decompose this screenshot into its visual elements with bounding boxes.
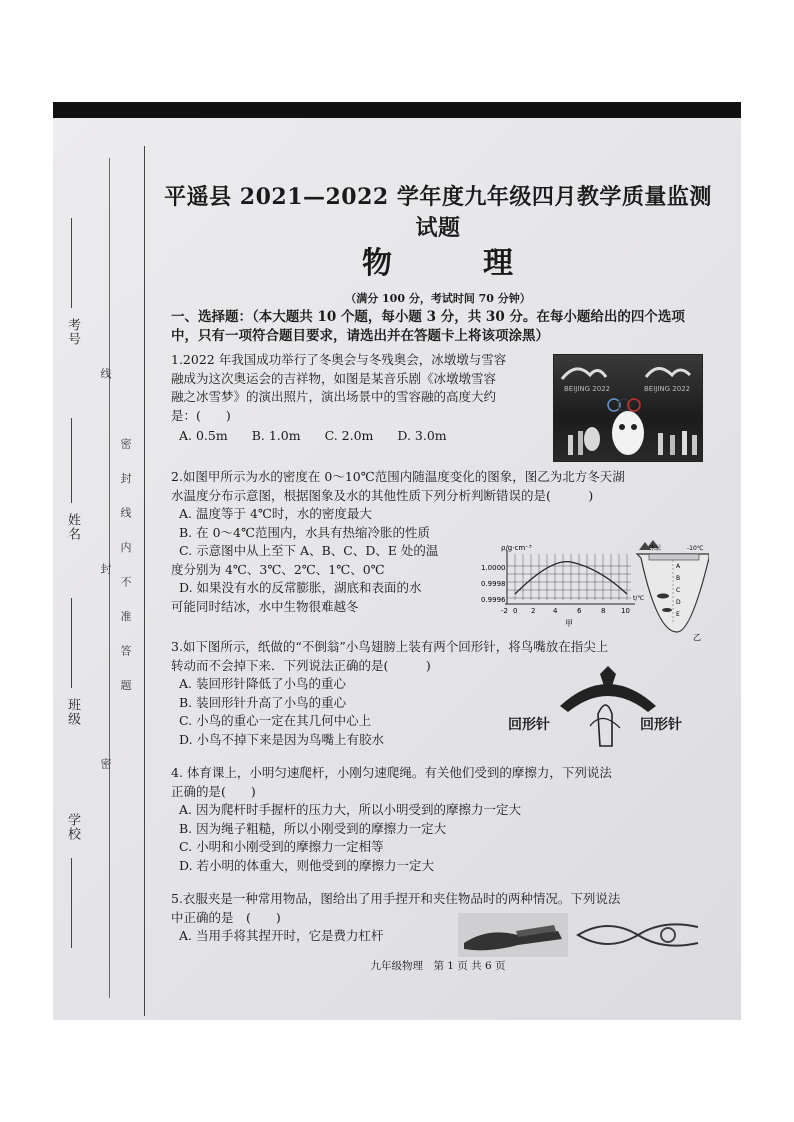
q4-option-d: D. 若小明的体重大，则他受到的摩擦力一定大 <box>179 857 435 873</box>
seal-text-seal: 封 <box>99 563 112 575</box>
field-exam-number-label: 考号 <box>65 318 80 346</box>
q5-option-a: A. 当用手将其捏开时，它是费力杠杆 <box>179 928 384 943</box>
photo-scene <box>554 355 702 461</box>
q4-option-c: C. 小明和小刚受到的摩擦力一定相等 <box>179 839 384 854</box>
q2-ytick: 0.9998 <box>481 580 506 588</box>
section-heading: 一、选择题：（本大题共 10 个题，每小题 3 分，共 30 分。在每小题给出的四个选项中，只有一项符合题目要求，请选出并在答题卡上将该项涂黑） <box>171 309 685 344</box>
q3-option-b: B. 装回形针升高了小鸟的重心 <box>179 694 347 710</box>
q2-figure <box>481 536 709 646</box>
q2-xtick: 6 <box>577 607 582 615</box>
photo-label-right: BEIJING 2022 <box>644 385 691 393</box>
q2-lake-ice-label: 冰层 <box>649 545 662 552</box>
q3-label-left: 回形针 <box>508 717 550 733</box>
q2-xtick: 2 <box>531 607 536 615</box>
q3-label-right: 回形针 <box>640 717 682 733</box>
subject-char-1: 物 <box>362 246 393 281</box>
q2-xtick: 0 <box>513 607 518 615</box>
q2-xtick: 8 <box>601 607 606 615</box>
q2-xtick: 4 <box>553 607 558 615</box>
q3-stem-line: 转动而不会掉下来．下列说法正确的是( ) <box>171 657 431 673</box>
exam-info: （满分 100 分，考试时间 70 分钟） <box>345 292 531 305</box>
q4-option-a: A. 因为爬杆时手握杆的压力大，所以小明受到的摩擦力一定大 <box>179 802 521 817</box>
q2-lake-point-d: D <box>676 599 681 606</box>
q1-option-c: C. 2.0m <box>324 428 374 443</box>
q1-stem-line: 1.2022 年我国成功举行了冬奥会与冬残奥会，冰墩墩与雪容 <box>171 352 507 367</box>
subject-title <box>158 238 718 282</box>
field-class-label: 班级 <box>65 698 80 726</box>
q2-axis-label: ρ/g·cm⁻³ <box>501 544 532 552</box>
q2-option-d-cont: 可能同时结冰，水中生物很难越冬 <box>171 598 359 614</box>
q3-option-a: A. 装回形针降低了小鸟的重心 <box>179 676 346 691</box>
subject-char-2: 理 <box>483 246 514 281</box>
question-4 <box>171 764 731 875</box>
seal-line <box>109 158 110 998</box>
margin-line <box>144 146 145 1016</box>
field-class-blank[interactable] <box>71 598 72 688</box>
q2-x-unit: t/℃ <box>633 595 645 602</box>
q1-option-b: B. 1.0m <box>251 428 301 443</box>
q2-ytick: 1.0000 <box>481 564 506 572</box>
q1-stem-line: 是：( ) <box>171 407 231 423</box>
q4-option-b: B. 因为绳子粗糙，所以小刚受到的摩擦力一定大 <box>179 820 447 836</box>
field-school-blank[interactable] <box>71 858 72 948</box>
q2-caption-b: 乙 <box>693 633 701 642</box>
q3-option-c: C. 小鸟的重心一定在其几何中心上 <box>179 713 372 728</box>
photo-label-left: BEIJING 2022 <box>564 385 611 393</box>
seal-notice: 密 封 线 内 不 准 答 题 <box>119 438 132 701</box>
q3-option-d: D. 小鸟不掉下来是因为鸟嘴上有胶水 <box>179 731 385 747</box>
q2-xtick: 10 <box>621 607 630 615</box>
q1-stem-line: 融之冰雪梦》的演出照片，演出场景中的雪容融的高度大约 <box>171 389 497 404</box>
q2-option-a: A. 温度等于 4℃时，水的密度最大 <box>179 506 372 521</box>
q2-lake-point-a: A <box>676 563 681 570</box>
q2-lake-point-b: B <box>676 575 681 582</box>
q2-option-d: D. 如果没有水的反常膨胀，湖底和表面的水 <box>179 580 422 595</box>
q5-clothespin-figure <box>458 913 708 957</box>
q2-option-b: B. 在 0～4℃范围内，水具有热缩冷胀的性质 <box>179 524 430 540</box>
field-school-label: 学校 <box>65 813 80 841</box>
q1-option-d: D. 3.0m <box>397 428 447 443</box>
exam-paper <box>53 118 741 1020</box>
q5-stem-line: 中正确的是 ( ) <box>171 909 281 925</box>
question-1 <box>171 351 551 446</box>
q2-stem-line: 2.如图甲所示为水的密度在 0～10℃范围内随温度变化的图象，图乙为北方冬天湖 <box>171 469 625 484</box>
seal-text-secret: 密 <box>99 758 112 770</box>
field-name-label: 姓名 <box>65 513 80 541</box>
q1-performance-photo <box>553 354 703 462</box>
page-footer: 九年级物理 第 1 页 共 6 页 <box>370 960 506 972</box>
q1-stem-line: 融成为这次奥运会的吉祥物，如图是某音乐剧《冰墩墩雪容 <box>171 370 497 386</box>
q2-option-c: C. 示意图中从上至下 A、B、C、D、E 处的温 <box>179 543 439 558</box>
field-name-blank[interactable] <box>71 418 72 503</box>
q5-stem-line: 5.衣服夹是一种常用物品，图给出了用手捏开和夹住物品时的两种情况。下列说法 <box>171 891 621 906</box>
q4-stem-line: 4. 体育课上，小明匀速爬杆，小刚匀速爬绳。有关他们受到的摩擦力，下列说法 <box>171 765 612 780</box>
q2-xtick: -2 <box>501 607 508 615</box>
q2-lake-air-temp: -10℃ <box>687 545 704 552</box>
q2-option-c-cont: 度分别为 4℃、3℃、2℃、1℃、0℃ <box>171 561 385 577</box>
exam-title: 平遥县 2021—2022 学年度九年级四月教学质量监测试题 <box>164 184 712 241</box>
q2-ytick: 0.9996 <box>481 596 506 604</box>
q3-bird-drawing <box>508 666 708 756</box>
q2-stem-line: 水温度分布示意图，根据图象及水的其他性质下列分析判断错误的是( ) <box>171 487 594 503</box>
q2-lake-point-c: C <box>676 587 681 594</box>
q1-option-a: A. 0.5m <box>179 428 228 443</box>
field-exam-number-blank[interactable] <box>71 218 72 308</box>
q2-lake-point-e: E <box>676 611 680 618</box>
seal-text-line: 线 <box>99 368 112 380</box>
q2-caption-a: 甲 <box>565 619 573 628</box>
q3-stem-line: 3.如下图所示，纸做的“不倒翁”小鸟翅膀上装有两个回形针，将鸟嘴放在指尖上 <box>171 639 609 654</box>
q3-figure <box>508 666 708 756</box>
q4-stem-line: 正确的是( ) <box>171 783 256 799</box>
